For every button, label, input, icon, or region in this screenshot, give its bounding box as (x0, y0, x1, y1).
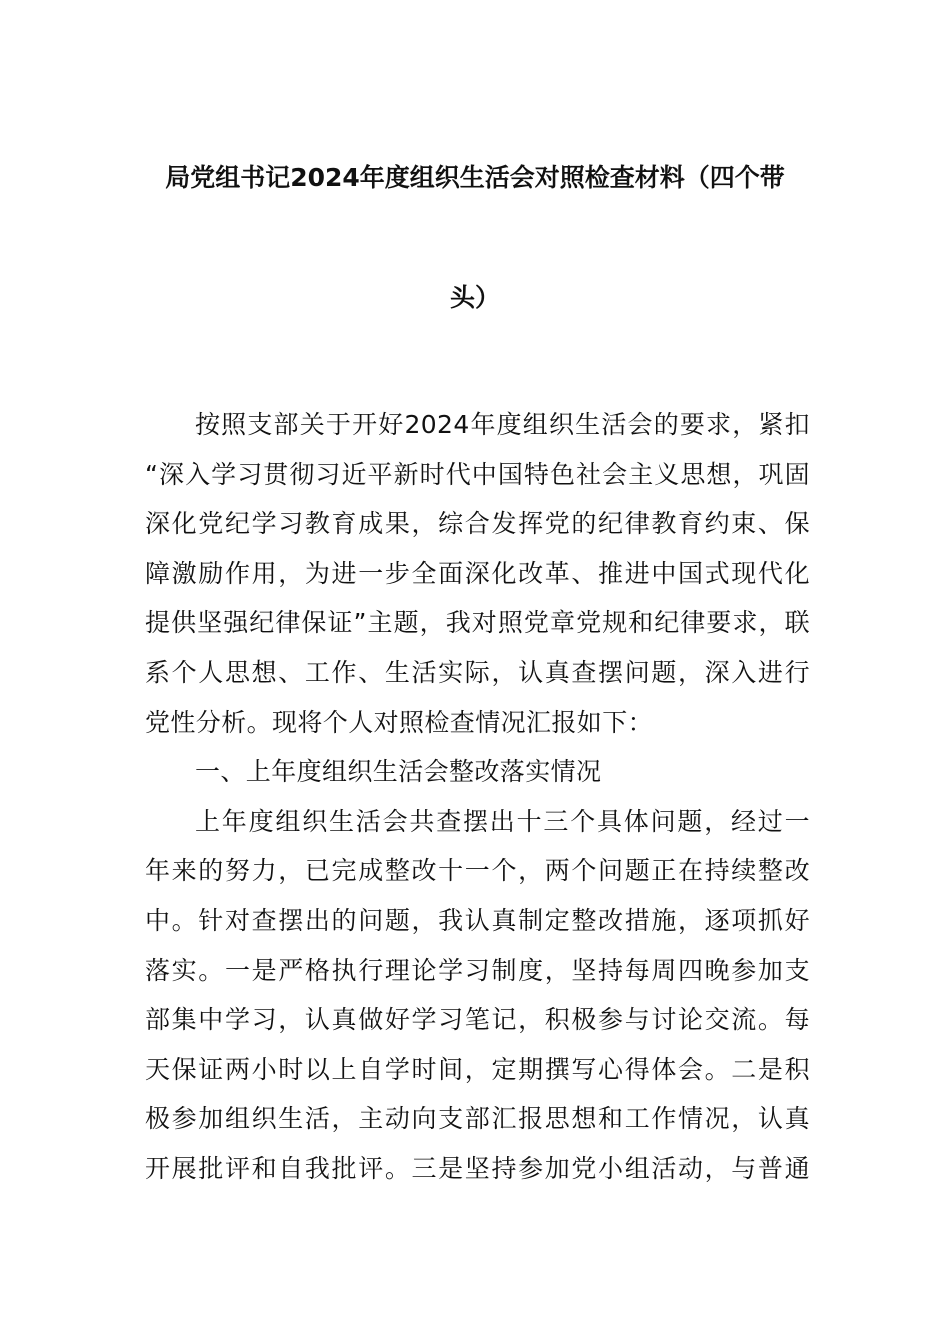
body-line: 中。针对查摆出的问题，我认真制定整改措施，逐项抓好 (145, 905, 810, 935)
body-line: 提供坚强纪律保证”主题，我对照党章党规和纪律要求，联 (145, 608, 810, 638)
body-line: 深化党纪学习教育成果，综合发挥党的纪律教育约束、保 (145, 509, 810, 539)
body-line: 落实。一是严格执行理论学习制度，坚持每周四晚参加支 (145, 955, 810, 985)
body-line: 部集中学习，认真做好学习笔记，积极参与讨论交流。每 (145, 1005, 810, 1035)
body-line: 极参加组织生活，主动向支部汇报思想和工作情况，认真 (145, 1104, 810, 1134)
body-line: 天保证两小时以上自学时间，定期撰写心得体会。二是积 (145, 1054, 810, 1084)
document-title-line-2: 头） (449, 283, 500, 312)
body-line: 开展批评和自我批评。三是坚持参加党小组活动，与普通 (145, 1153, 810, 1183)
body-line: 上年度组织生活会共查摆出十三个具体问题，经过一 (195, 806, 810, 836)
body-line: 障激励作用，为进一步全面深化改革、推进中国式现代化 (145, 558, 810, 588)
body-line: 党性分析。现将个人对照检查情况汇报如下： (145, 707, 654, 737)
body-line: 年来的努力，已完成整改十一个，两个问题正在持续整改 (145, 856, 810, 886)
document-title-line-1: 局党组书记2024年度组织生活会对照检查材料（四个带 (165, 163, 785, 192)
document-body (145, 400, 810, 1194)
body-line: 按照支部关于开好2024年度组织生活会的要求，紧扣 (195, 410, 810, 439)
body-line: 系个人思想、工作、生活实际，认真查摆问题，深入进行 (145, 657, 810, 687)
section-heading: 一、上年度组织生活会整改落实情况 (195, 757, 602, 787)
body-line: “深入学习贯彻习近平新时代中国特色社会主义思想，巩固 (145, 459, 810, 489)
